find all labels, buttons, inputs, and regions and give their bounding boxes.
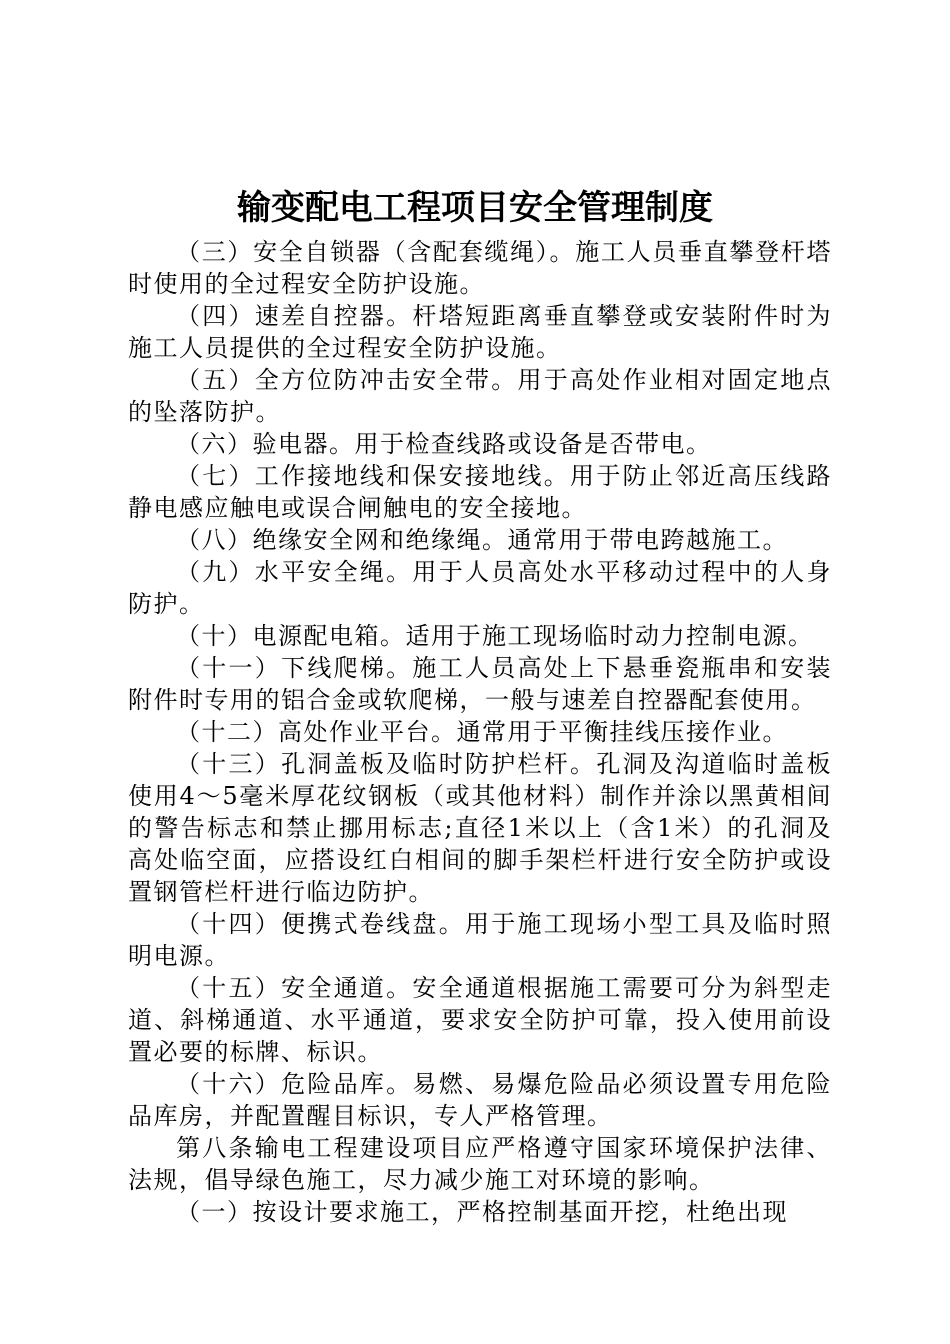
paragraph: （十）电源配电箱。适用于施工现场临时动力控制电源。 [176, 622, 814, 650]
paragraph: （九）水平安全绳。用于人员高处水平移动过程中的人身防护。 [128, 558, 832, 618]
paragraph: （十二）高处作业平台。通常用于平衡挂线压接作业。 [176, 718, 788, 746]
paragraph: 第八条输电工程建设项目应严格遵守国家环境保护法律、法规，倡导绿色施工，尽力减少施工对环境的影响。 [128, 1134, 832, 1194]
paragraph: （十三）孔洞盖板及临时防护栏杆。孔洞及沟道临时盖板使用4～5毫米厚花纹钢板（或其他材料）制作并涂以黑黄相间的警告标志和禁止挪用标志;直径1米以上（含1米）的孔洞及高处临空面，应搭设红白相间的脚手架栏杆进行安全防护或设置钢管栏杆进行临边防护。 [128, 750, 832, 906]
paragraph: （七）工作接地线和保安接地线。用于防止邻近高压线路静电感应触电或误合闸触电的安全接地。 [128, 462, 832, 522]
paragraph: （十五）安全通道。安全通道根据施工需要可分为斜型走道、斜梯通道、水平通道，要求安全防护可靠，投入使用前设置必要的标牌、标识。 [128, 974, 832, 1066]
paragraph: （十六）危险品库。易燃、易爆危险品必须设置专用危险品库房，并配置醒目标识，专人严格管理。 [128, 1070, 832, 1130]
paragraph: （六）验电器。用于检查线路或设备是否带电。 [176, 430, 712, 458]
paragraph: （一）按设计要求施工，严格控制基面开挖，杜绝出现 [176, 1198, 788, 1226]
paragraph: （十一）下线爬梯。施工人员高处上下悬垂瓷瓶串和安装附件时专用的铝合金或软爬梯，一般与速差自控器配套使用。 [128, 654, 832, 714]
paragraph: （十四）便携式卷线盘。用于施工现场小型工具及临时照明电源。 [128, 910, 832, 970]
paragraph: （三）安全自锁器（含配套缆绳）。施工人员垂直攀登杆塔时使用的全过程安全防护设施。 [128, 238, 832, 298]
paragraph: （八）绝缘安全网和绝缘绳。通常用于带电跨越施工。 [176, 526, 788, 554]
paragraph: （四）速差自控器。杆塔短距离垂直攀登或安装附件时为施工人员提供的全过程安全防护设施。 [128, 302, 832, 362]
paragraph: （五）全方位防冲击安全带。用于高处作业相对固定地点的坠落防护。 [128, 366, 832, 426]
document-title: 输变配电工程项目安全管理制度 [237, 188, 713, 228]
document-body [128, 236, 832, 1228]
